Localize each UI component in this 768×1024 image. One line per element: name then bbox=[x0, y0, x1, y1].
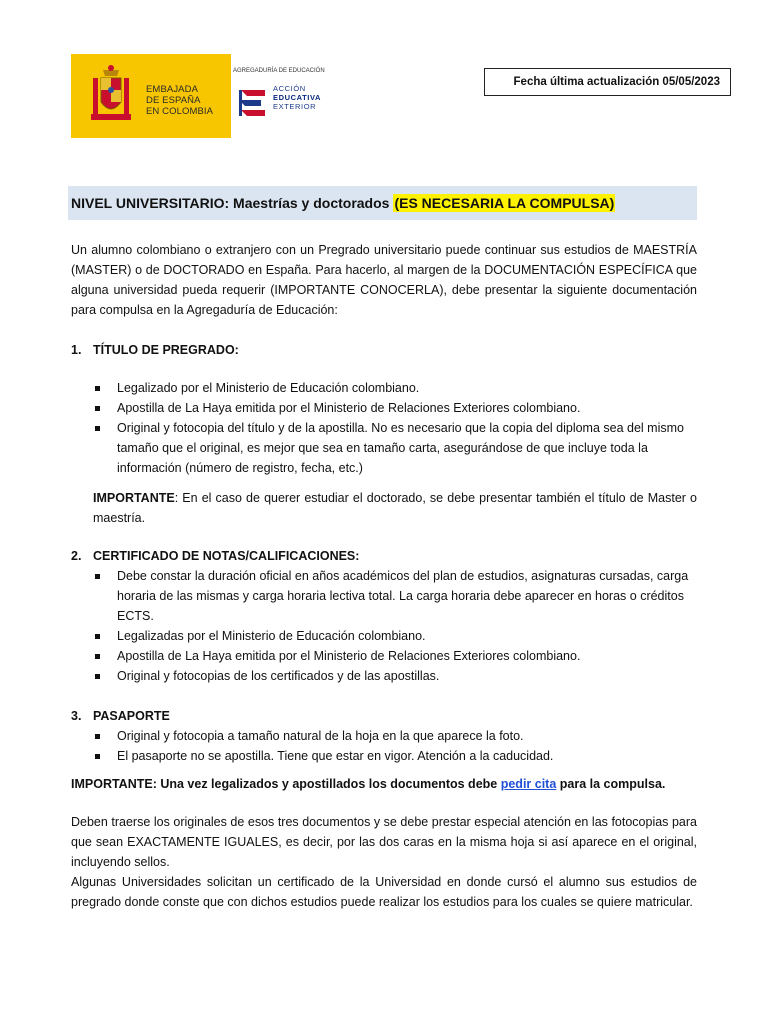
list-item: Apostilla de La Haya emitida por el Ministerio de Relaciones Exteriores colombiano. bbox=[93, 398, 697, 418]
section-1-title: 1. TÍTULO DE PREGRADO: bbox=[71, 343, 239, 357]
section-2-list bbox=[71, 566, 697, 686]
title-text: NIVEL UNIVERSITARIO: Maestrías y doctorados bbox=[71, 195, 390, 211]
title-highlight: (ES NECESARIA LA COMPULSA) bbox=[394, 195, 615, 211]
closing-paragraph-2: Algunas Universidades solicitan un certificado de la Universidad en donde cursó el alumno sus estudios de pregrado donde conste que con dichos estudios puede realizar los estudios para los cuales se quiere matricular. bbox=[71, 875, 697, 909]
list-item: Apostilla de La Haya emitida por el Ministerio de Relaciones Exteriores colombiano. bbox=[93, 646, 697, 666]
list-item: Original y fotocopia a tamaño natural de la hoja en la que aparece la foto. bbox=[93, 726, 697, 746]
list-item: Original y fotocopia del título y de la apostilla. No es necesario que la copia del diploma sea del mismo tamaño que el original, es mejor que sea en tamaño carta, asegurándose de que incluye toda la información (número de registro, fecha, etc.) bbox=[93, 418, 697, 478]
list-item: Original y fotocopias de los certificados y de las apostillas. bbox=[93, 666, 697, 686]
embassy-name: EMBAJADA DE ESPAÑA EN COLOMBIA bbox=[146, 84, 214, 117]
document-body bbox=[71, 240, 697, 912]
intro-paragraph: Un alumno colombiano o extranjero con un Pregrado universitario puede continuar sus estudios de MAESTRÍA (MASTER) o de DOCTORADO en España. Para hacerlo, al margen de la DOCUMENTACIÓN ESPECÍFICA que alguna universidad pueda requerir (IMPORTANTE CONOCERLA), debe presentar la siguiente documentación para compulsa en la Agregaduría de Educación: bbox=[71, 243, 697, 317]
list-item: Legalizadas por el Ministerio de Educación colombiano. bbox=[93, 626, 697, 646]
agency-title: AGREGADURÍA DE EDUCACIÓN bbox=[233, 68, 325, 74]
section-2-title: 2. CERTIFICADO DE NOTAS/CALIFICACIONES: bbox=[71, 549, 360, 563]
section-3-list bbox=[71, 726, 697, 766]
last-updated-box bbox=[484, 68, 731, 96]
section-3-title: 3. PASAPORTE bbox=[71, 709, 170, 723]
list-item: Debe constar la duración oficial en años académicos del plan de estudios, asignaturas cursadas, carga horaria de las mismas y carga horaria lectiva total. La carga horaria debe aparecer en horas o créditos ECTS. bbox=[93, 566, 697, 626]
book-appointment-link[interactable]: pedir cita bbox=[500, 777, 557, 791]
last-updated-date: Fecha última actualización 05/05/2023 bbox=[513, 76, 720, 88]
page-title bbox=[68, 186, 697, 220]
list-item: Legalizado por el Ministerio de Educación colombiano. bbox=[93, 378, 697, 398]
spain-coat-of-arms-icon bbox=[91, 64, 131, 128]
section-1-list bbox=[71, 378, 697, 478]
list-item: El pasaporte no se apostilla. Tiene que estar en vigor. Atención a la caducidad. bbox=[93, 746, 697, 766]
agency-name: ACCIÓN EDUCATIVA EXTERIOR bbox=[273, 84, 322, 111]
important-final-note: IMPORTANTE: Una vez legalizados y apostillados los documentos debe pedir cita para la compulsa. bbox=[71, 777, 666, 791]
accion-educativa-logo-icon bbox=[235, 86, 269, 122]
embassy-logo bbox=[71, 54, 231, 138]
section-1-note: IMPORTANTE: En el caso de querer estudiar el doctorado, se debe presentar también el título de Master o maestría. bbox=[93, 491, 697, 525]
closing-paragraph-1: Deben traerse los originales de esos tres documentos y se debe prestar especial atención en las fotocopias para que sean EXACTAMENTE IGUALES, es decir, por las dos caras en la misma hoja si así aparece en el original, incluyendo sellos. bbox=[71, 815, 697, 869]
agency-logo bbox=[231, 54, 333, 138]
